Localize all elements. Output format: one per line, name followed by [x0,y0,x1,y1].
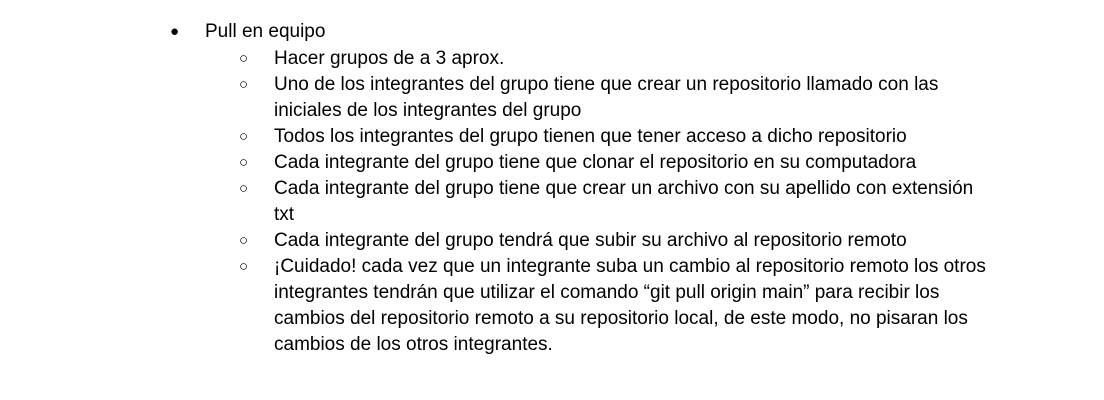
hollow-bullet-icon: ○ [239,50,249,67]
hollow-bullet-icon: ○ [239,76,249,93]
hollow-bullet-icon: ○ [239,180,249,197]
sub-list-item-text: Cada integrante del grupo tendrá que subir su archivo al repositorio remoto [274,230,907,251]
top-list-item-text: Pull en equipo [205,21,326,42]
sub-list [238,46,998,358]
sub-list-item [238,124,998,150]
sub-list-item-text: Todos los integrantes del grupo tienen que tener acceso a dicho repositorio [274,126,907,147]
sub-list-item [238,228,998,254]
sub-list-item-text: Cada integrante del grupo tiene que clonar el repositorio en su computadora [274,152,917,173]
sub-list-item [238,150,998,176]
sub-list-item [238,72,998,124]
sub-list-item [238,254,998,358]
hollow-bullet-icon: ○ [239,232,249,249]
sub-list-item-text: Hacer grupos de a 3 aprox. [274,48,505,69]
filled-bullet-icon: ● [170,23,180,40]
sub-list-item [238,176,998,228]
hollow-bullet-icon: ○ [239,128,249,145]
sub-list-item-text: Cada integrante del grupo tiene que crear un archivo con su apellido con extensión txt [274,178,974,225]
hollow-bullet-icon: ○ [239,154,249,171]
sub-list-item [238,46,998,72]
sub-list-item-text: ¡Cuidado! cada vez que un integrante suba un cambio al repositorio remoto los otros integrantes tendrán que utilizar el comando “git pull origin main” para recibir los cambios del repositorio remoto a su repositorio local, de este modo, no pisaran los cambios de los otros integrantes. [274,256,986,355]
sub-list-item-text: Uno de los integrantes del grupo tiene que crear un repositorio llamado con las iniciales de los integrantes del grupo [274,74,939,121]
hollow-bullet-icon: ○ [239,258,249,275]
